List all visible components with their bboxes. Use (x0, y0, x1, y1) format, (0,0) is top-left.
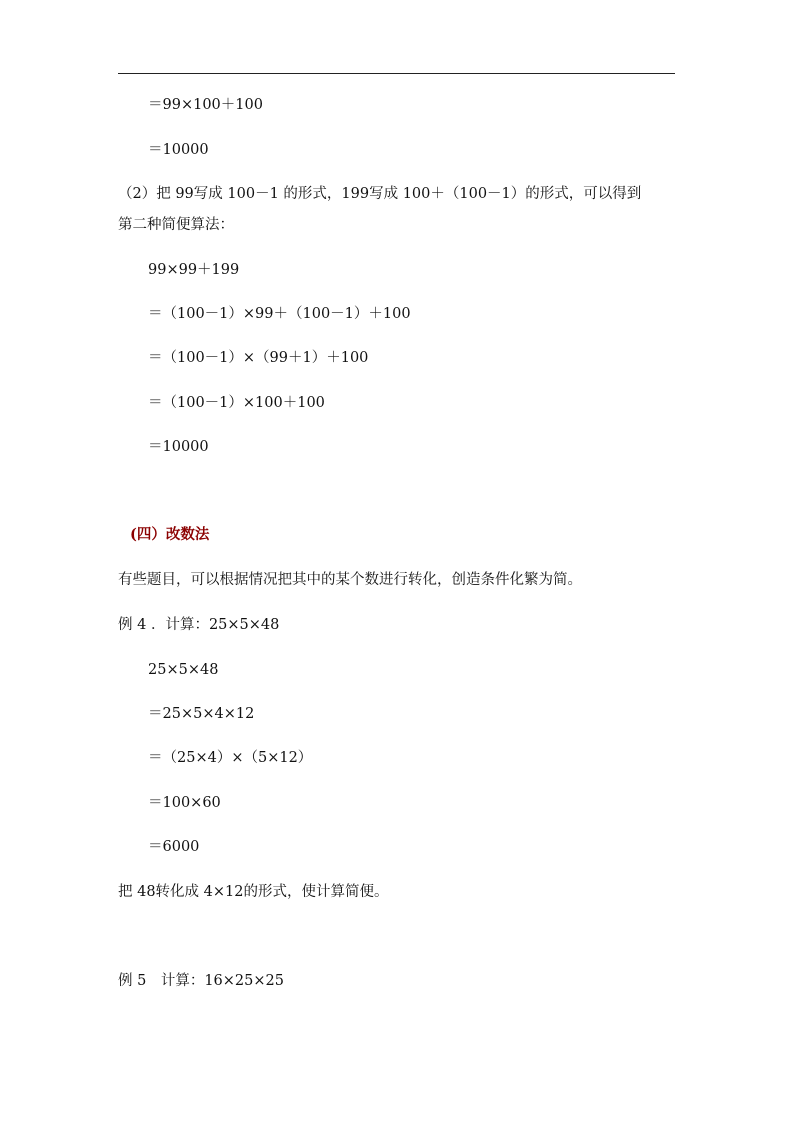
equation-line: ＝10000 (148, 142, 209, 158)
header-rule (118, 73, 675, 74)
equation-line: 99×99＋199 (148, 262, 240, 278)
equation-line: ＝99×100＋100 (148, 97, 263, 113)
equation-line: ＝（100－1）×100＋100 (148, 395, 325, 411)
equation-line: ＝100×60 (148, 795, 221, 811)
paragraph-text: 第二种简便算法： (118, 217, 234, 233)
equation-line: ＝6000 (148, 839, 200, 855)
equation-line: ＝（100－1）×（99＋1）＋100 (148, 350, 369, 366)
example-title: 例 5 计算：16×25×25 (118, 973, 284, 989)
equation-line: ＝25×5×4×12 (148, 706, 255, 722)
section-heading: (四）改数法 (130, 526, 210, 543)
paragraph-text: 有些题目，可以根据情况把其中的某个数进行转化，创造条件化繁为简。 (118, 572, 582, 588)
equation-line: 25×5×48 (148, 662, 219, 678)
equation-line: ＝（100－1）×99＋（100－1）＋100 (148, 306, 411, 322)
paragraph-text: （2）把 99写成 100－1 的形式，199写成 100＋（100－1）的形式，可以得到 (118, 186, 642, 202)
equation-line: ＝10000 (148, 439, 209, 455)
equation-line: ＝（25×4）×（5×12） (148, 750, 313, 766)
paragraph-text: 把 48转化成 4×12的形式，使计算简便。 (118, 884, 389, 900)
example-title: 例 4 ．计算：25×5×48 (118, 617, 280, 633)
